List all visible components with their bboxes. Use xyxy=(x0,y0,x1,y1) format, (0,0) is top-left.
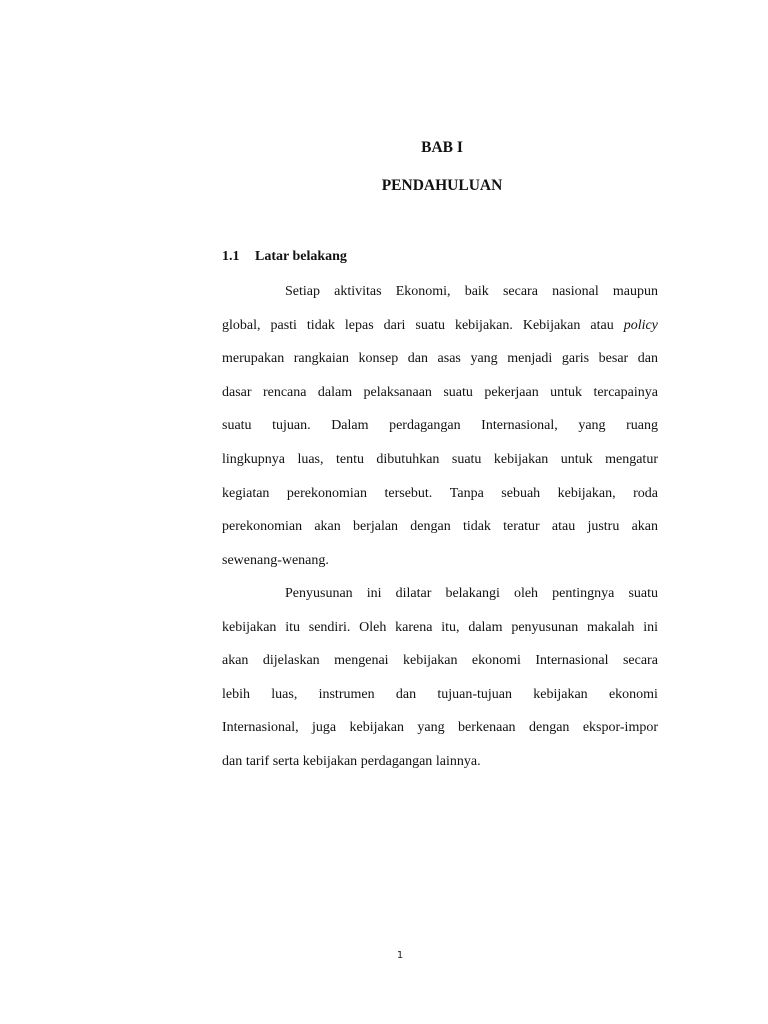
text-line xyxy=(222,651,658,685)
word: tentu xyxy=(335,451,364,467)
word: penyusunan xyxy=(511,619,579,635)
section-heading xyxy=(222,249,347,265)
word: tujuan. xyxy=(272,418,311,434)
word: tujuan-tujuan xyxy=(437,686,512,702)
word: dan xyxy=(222,753,243,769)
word: Internasional, xyxy=(222,720,299,736)
word: Tanpa xyxy=(449,485,484,501)
word: suatu xyxy=(222,418,252,434)
word: asas xyxy=(437,351,461,367)
word: yang xyxy=(417,720,445,736)
chapter-number: BAB I xyxy=(421,139,463,156)
text-line xyxy=(222,551,658,585)
word: yang xyxy=(578,418,606,434)
chapter-title: PENDAHULUAN xyxy=(381,177,503,194)
word: besar xyxy=(598,351,629,367)
word: pelaksanaan xyxy=(363,384,432,400)
word: itu xyxy=(285,619,300,635)
word: ekspor-impor xyxy=(582,720,658,736)
word: dengan xyxy=(410,519,451,535)
word: teratur xyxy=(503,519,540,535)
text-line xyxy=(222,349,658,383)
word: perdagangan xyxy=(389,418,461,434)
word: kegiatan xyxy=(222,485,270,501)
section-title: Latar belakang xyxy=(255,249,347,264)
word: suatu xyxy=(451,451,482,467)
word: mengenai xyxy=(334,653,389,669)
word: ekonomi xyxy=(608,686,658,702)
word: merupakan xyxy=(222,351,285,367)
word: baik xyxy=(464,284,489,299)
word: garis xyxy=(561,351,590,367)
word: lingkupnya xyxy=(222,451,285,467)
word: untuk xyxy=(560,451,593,467)
word: ini xyxy=(643,619,658,635)
paragraph xyxy=(222,584,658,786)
paragraph xyxy=(222,282,658,584)
word: pentingnya xyxy=(552,586,615,601)
text-line xyxy=(222,685,658,719)
word: Dalam xyxy=(331,418,369,434)
word: secara xyxy=(622,653,658,669)
word: pasti xyxy=(270,317,297,333)
word: aktivitas xyxy=(334,284,382,299)
word: oleh xyxy=(513,586,539,601)
word: kebijakan xyxy=(349,720,404,736)
word: luas, xyxy=(271,686,298,702)
word: dan xyxy=(637,351,658,367)
word: serta xyxy=(272,753,300,769)
word: suatu xyxy=(628,586,658,601)
word: Oleh xyxy=(359,619,387,635)
word: nasional xyxy=(552,284,599,299)
word: lepas xyxy=(344,317,374,333)
word: ruang xyxy=(626,418,658,434)
text-line xyxy=(222,618,658,652)
word: dan xyxy=(395,686,417,702)
word: Internasional xyxy=(535,653,609,669)
word: dalam xyxy=(317,384,353,400)
word: suatu xyxy=(443,384,473,400)
word: Ekonomi, xyxy=(395,284,451,299)
word: dan xyxy=(407,351,428,367)
word: perekonomian xyxy=(286,485,367,501)
text-line xyxy=(222,752,658,786)
text-line xyxy=(222,718,658,752)
word: sebuah xyxy=(501,485,541,501)
word: atau xyxy=(551,519,576,535)
word: rencana xyxy=(262,384,307,400)
word: kebijakan xyxy=(533,686,588,702)
word: dengan xyxy=(528,720,570,736)
text-line xyxy=(222,584,658,618)
word: kebijakan. xyxy=(454,317,513,333)
word: berjalan xyxy=(352,519,399,535)
word: instrumen xyxy=(318,686,375,702)
word: kebijakan xyxy=(222,619,277,635)
word: itu, xyxy=(441,619,460,635)
word: Penyusunan xyxy=(285,586,353,601)
word: tidak xyxy=(306,317,335,333)
word: kebijakan, xyxy=(557,485,616,501)
word: suatu xyxy=(415,317,445,333)
word: perekonomian xyxy=(222,519,303,535)
word: karena xyxy=(395,619,433,635)
text-line xyxy=(222,517,658,551)
word: tersebut. xyxy=(384,485,433,501)
word: perdagangan xyxy=(360,753,433,769)
word: tarif xyxy=(245,753,270,769)
word: dalam xyxy=(468,619,503,635)
word: policy xyxy=(623,317,658,333)
text-line xyxy=(222,450,658,484)
word: ini xyxy=(366,586,382,601)
word: sewenang-wenang. xyxy=(222,552,329,568)
word: atau xyxy=(590,317,614,333)
word: yang xyxy=(470,351,498,367)
word: akan xyxy=(314,519,341,535)
word: kebijakan xyxy=(403,653,458,669)
word: lebih xyxy=(222,686,250,702)
text-line xyxy=(222,282,658,316)
section-number: 1.1 xyxy=(222,249,240,264)
word: tidak xyxy=(462,519,491,535)
word: Internasional, xyxy=(481,418,558,434)
word: konsep xyxy=(358,351,399,367)
word: kebijakan xyxy=(302,753,358,769)
word: dilatar xyxy=(395,586,432,601)
word: dijelaskan xyxy=(262,653,320,669)
word: tercapainya xyxy=(593,384,658,400)
word: kebijakan xyxy=(493,451,549,467)
word: rangkaian xyxy=(293,351,349,367)
word: Kebijakan xyxy=(522,317,581,333)
word: dibutuhkan xyxy=(376,451,440,467)
word: makalah xyxy=(586,619,635,635)
text-line xyxy=(222,383,658,417)
text-line xyxy=(222,484,658,518)
word: maupun xyxy=(612,284,658,299)
word: justru xyxy=(587,519,620,535)
word: Setiap xyxy=(285,284,320,299)
word: untuk xyxy=(550,384,583,400)
word: luas, xyxy=(297,451,324,467)
word: belakangi xyxy=(445,586,500,601)
word: juga xyxy=(312,720,337,736)
word: lainnya. xyxy=(435,753,481,769)
word: menjadi xyxy=(507,351,553,367)
word: ekonomi xyxy=(471,653,521,669)
word: mengatur xyxy=(605,451,658,467)
text-line xyxy=(222,316,658,350)
word: sendiri. xyxy=(308,619,351,635)
word: akan xyxy=(631,519,658,535)
word: pekerjaan xyxy=(484,384,539,400)
text-line xyxy=(222,416,658,450)
word: dasar xyxy=(222,384,252,400)
word: berkenaan xyxy=(458,720,516,736)
page-number: 1 xyxy=(396,950,404,961)
word: global, xyxy=(222,317,261,333)
word: secara xyxy=(502,284,538,299)
word: akan xyxy=(222,653,249,669)
word: dari xyxy=(383,317,406,333)
word: roda xyxy=(633,485,658,501)
